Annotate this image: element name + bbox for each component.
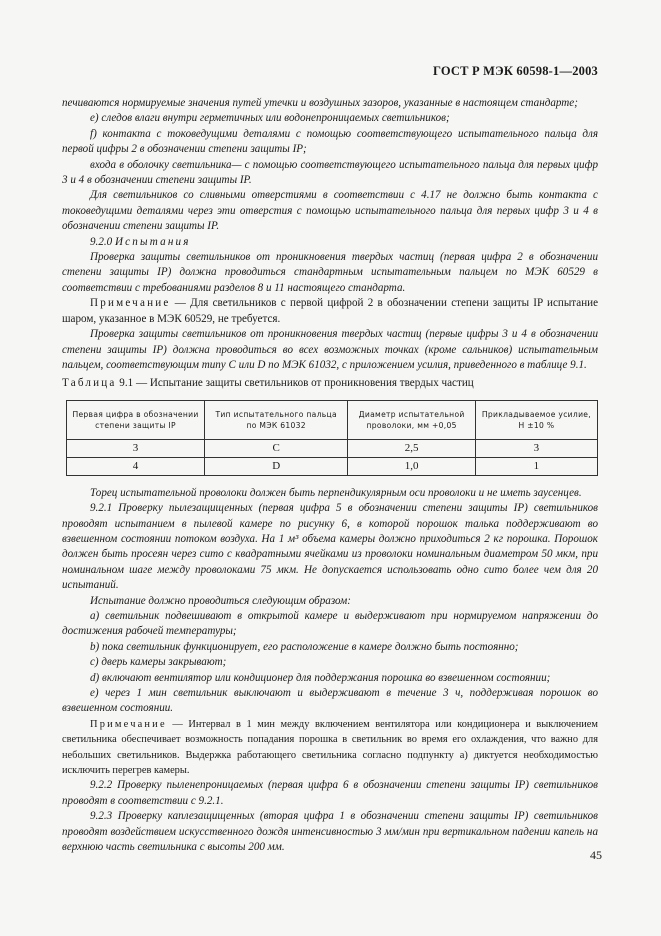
table-header-cell: Первая цифра в обозначении степени защиты IP [67, 400, 205, 439]
note-label: Примечание [90, 297, 171, 310]
body-text [62, 96, 598, 855]
table-cell: D [205, 457, 348, 475]
paragraph-923: 9.2.3 Проверку каплезащищенных (вторая цифра 1 в обозначении степени защиты IP) светильников проводят воздействием искусственного дождя интенсивностью 3 мм/мин при вертикальном падении капель на верхнюю часть светильника с высоты 200 мм. [62, 810, 598, 854]
section-number: 9.2.0 [90, 235, 113, 248]
list-item-f: f) контакта с токоведущими деталями с помощью соответствующего испытательного пальца для первой цифры 2 в обозначении степени защиты IP; [62, 127, 598, 156]
table-cell: 4 [67, 457, 205, 475]
table-caption [62, 376, 598, 391]
step-d: d) включают вентилятор или кондиционер для поддержания порошка во взвешенном состоянии; [90, 671, 551, 684]
note-label: Примечание [90, 718, 167, 730]
table-cell: 2,5 [348, 439, 475, 457]
table-cell: 3 [67, 439, 205, 457]
table-cell: 1 [475, 457, 597, 475]
table-caption-text: 9.1 — Испытание защиты светильников от проникновения твердых частиц [116, 377, 474, 390]
paragraph-test-order: Испытание должно проводиться следующим образом: [90, 594, 351, 607]
table-header-cell: Прикладываемое усилие, Н ±10 % [475, 400, 597, 439]
step-e: e) через 1 мин светильник выключают и выдерживают в течение 3 ч, поддерживая порошок во взвешенном состоянии. [62, 687, 598, 715]
table-header-cell: Тип испытательного пальца по МЭК 61032 [205, 400, 348, 439]
note-1 [62, 296, 598, 327]
paragraph-check-digit2: Проверка защиты светильников от проникновения твердых частиц (первая цифра 2 в обозначении степени защиты IP) должна проводиться стандартным испытательным пальцем по МЭК 60529 в соответствии с требованиями разделов 8 и 11 настоящего стандарта. [62, 251, 598, 294]
table-caption-label: Таблица [62, 377, 117, 390]
list-item-e: e) следов влаги внутри герметичных или водонепроницаемых светильников; [90, 112, 450, 125]
table-header-cell: Диаметр испытательной проволоки, мм +0,05 [348, 400, 475, 439]
step-c: c) дверь камеры закрывают; [90, 656, 227, 669]
paragraph-922: 9.2.2 Проверку пыленепроницаемых (первая цифра 6 в обозначении степени защиты IP) светильников проводят в соответствии с 9.2.1. [62, 779, 598, 807]
table-row [67, 439, 598, 457]
standard-header: ГОСТ Р МЭК 60598-1—2003 [433, 64, 598, 78]
page-number: 45 [590, 848, 602, 862]
table-header-row [67, 400, 598, 439]
note-text: — Интервал в 1 мин между включением вентилятора или кондиционера и выключением светильника обеспечивает возможность попадания порошка в светильник во время его охлаждения, что важно для небольших светильников. Выдержка работающего светильника согласно подпункту a) диктуется необходимостью исключить перегрев камеры. [62, 718, 598, 777]
note-text: — Для светильников с первой цифрой 2 в обозначении степени защиты IP испытание шаром, указанное в МЭК 60529, не требуется. [62, 297, 598, 325]
step-b: b) пока светильник функционирует, его расположение в камере должно быть постоянно; [90, 640, 519, 653]
test-table [66, 400, 598, 476]
paragraph-check-digits34: Проверка защиты светильников от проникновения твердых частиц (первые цифры 3 и 4 в обозначении степени защиты IP) должна проводиться во всех возможных точках (кроме сальников) испытательным пальцем, соответствующим типу C или D по МЭК 61032, с приложением усилия, приведенного в таблице 9.1. [62, 328, 598, 371]
paragraph-wire-end: Торец испытательной проволоки должен быть перпендикулярным оси проволоки и не иметь заусенцев. [90, 486, 582, 499]
table-cell: 3 [475, 439, 597, 457]
section-heading-920 [62, 235, 598, 250]
table-cell: C [205, 439, 348, 457]
note-2 [62, 717, 598, 779]
list-item-entry: входа в оболочку светильника— с помощью соответствующего испытательного пальца для первых цифр 3 и 4 в обозначении степени защиты IP. [62, 158, 598, 187]
paragraph-921: 9.2.1 Проверку пылезащищенных (первая цифра 5 в обозначении степени защиты IP) светильников проводят испытанием в пылевой камере по рисунку 6, в которой порошок талька поддерживают во взвешенном состоянии потоком воздуха. На 1 м³ объема камеры должно приходиться 2 кг порошка. Порошок должен быть просеян через сито с квадратными ячейками из проволоки номинальным диаметром 50 мкм, при номинальном шаге между проволоками 75 мкм. Не допускается использовать одно сито более чем для 20 испытаний. [62, 502, 598, 592]
table-row [67, 457, 598, 475]
paragraph-drain-holes: Для светильников со сливными отверстиями в соответствии с 4.17 не должно быть контакта с токоведущими деталями через эти отверстия с помощью испытательного пальца для первых цифр 3 и 4 в обозначении степени защиты IP. [62, 189, 598, 233]
table-cell: 1,0 [348, 457, 475, 475]
section-title: Испытания [114, 235, 191, 248]
paragraph-continuation: печиваются нормируемые значения путей утечки и воздушных зазоров, указанные в настоящем стандарте; [62, 97, 578, 109]
step-a: a) светильник подвешивают в открытой камере и выдерживают при нормируемом напряжении до достижения рабочей температуры; [62, 609, 598, 638]
